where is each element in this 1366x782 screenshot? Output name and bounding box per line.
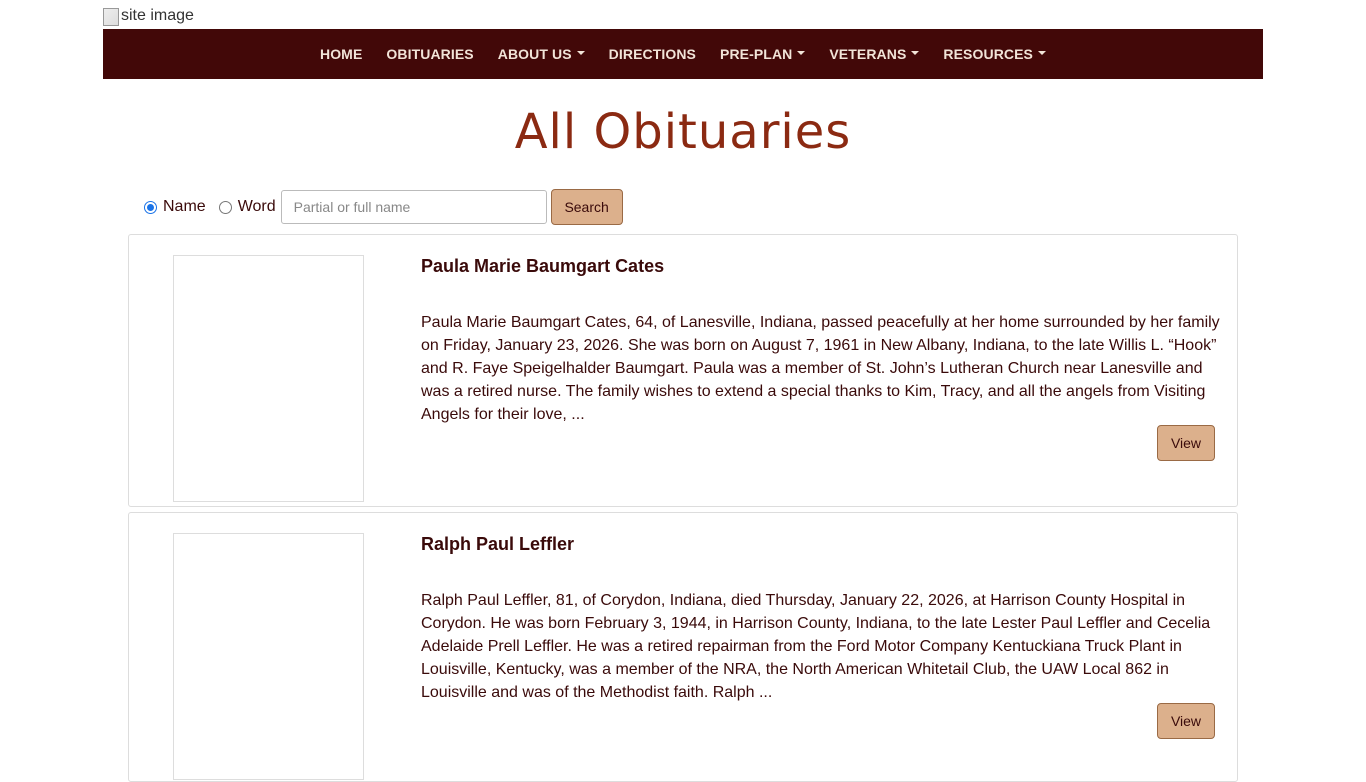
- obituary-photo[interactable]: [173, 255, 364, 502]
- search-button[interactable]: Search: [551, 189, 623, 225]
- caret-down-icon: [577, 51, 585, 55]
- site-image-alt-text: site image: [121, 7, 194, 24]
- obituary-name[interactable]: Paula Marie Baumgart Cates: [421, 256, 665, 276]
- view-button[interactable]: View: [1157, 425, 1215, 461]
- nav-directions[interactable]: [597, 46, 708, 62]
- caret-down-icon: [1038, 51, 1046, 55]
- nav-directions-label: DIRECTIONS: [608, 46, 696, 62]
- nav-pre-plan-label: PRE-PLAN: [720, 46, 793, 62]
- nav-obituaries[interactable]: [374, 46, 485, 62]
- obituary-name[interactable]: Ralph Paul Leffler: [421, 534, 575, 554]
- nav-veterans[interactable]: [817, 46, 931, 62]
- obituary-card: [128, 234, 1238, 507]
- nav-home[interactable]: [308, 46, 374, 62]
- caret-down-icon: [797, 51, 805, 55]
- caret-down-icon: [911, 51, 919, 55]
- search-form: [141, 190, 623, 224]
- obituary-excerpt: Paula Marie Baumgart Cates, 64, of Lanesville, Indiana, passed peacefully at her home surrounded by her family on Friday, January 23, 2026. She was born on August 7, 1961 in New Albany, Indiana, to the late Willis L. “Hook” and R. Faye Speigelhalder Baumgart. Paula was a member of St. John’s Lutheran Church near Lanesville and was a retired nurse. The family wishes to extend a special thanks to Kim, Tracy, and all the angels from Visiting Angels for their love, ...: [421, 314, 1220, 423]
- word-radio[interactable]: [219, 201, 232, 214]
- nav-about-us[interactable]: [486, 46, 597, 62]
- nav-about-us-label: ABOUT US: [497, 46, 572, 62]
- broken-image-icon: [103, 8, 119, 26]
- name-radio[interactable]: [144, 201, 157, 214]
- search-input[interactable]: [281, 190, 547, 224]
- nav-resources[interactable]: [931, 46, 1058, 62]
- site-logo-image[interactable]: [103, 6, 194, 26]
- page-title: All Obituaries: [514, 104, 852, 160]
- view-button[interactable]: View: [1157, 703, 1215, 739]
- nav-resources-label: RESOURCES: [943, 46, 1033, 62]
- obituary-excerpt: Ralph Paul Leffler, 81, of Corydon, Indiana, died Thursday, January 22, 2026, at Harrison County Hospital in Corydon. He was born February 3, 1944, in Harrison County, Indiana, to the late Lester Paul Leffler and Cecelia Adelaide Prell Leffler. He was a retired repairman from the Ford Motor Company Kentuckiana Truck Plant in Louisville, Kentucky, was a member of the NRA, the North American Whitetail Club, the UAW Local 862 in Louisville and was of the Methodist faith. Ralph ...: [421, 592, 1211, 701]
- main-navbar: [103, 29, 1263, 79]
- nav-veterans-label: VETERANS: [829, 46, 907, 62]
- nav-obituaries-label: OBITUARIES: [386, 46, 474, 62]
- nav-home-label: HOME: [319, 46, 363, 62]
- word-radio-label[interactable]: Word: [237, 198, 276, 215]
- name-radio-label[interactable]: Name: [163, 198, 206, 215]
- obituary-card: [128, 512, 1238, 782]
- nav-pre-plan[interactable]: [708, 46, 817, 62]
- obituary-photo[interactable]: [173, 533, 364, 780]
